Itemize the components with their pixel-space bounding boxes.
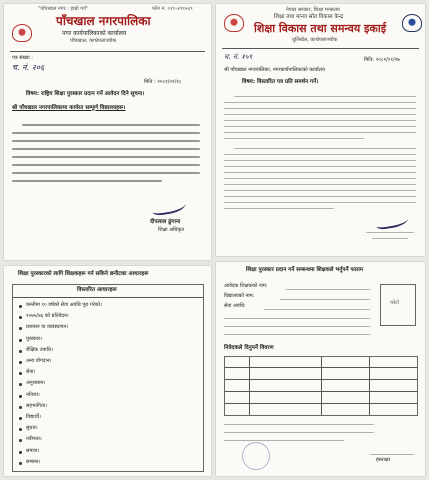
criteria-item-text: २०७५/७६ को प्रतिवेदन। [26, 313, 69, 320]
signatory-line [366, 232, 414, 233]
criteria-item [13, 413, 203, 423]
criteria-item-text: कम्तीमा १० वर्षको सेवा अवधि पूरा गरेको। [26, 302, 102, 308]
form-section-title: निवेदकले दिनुपर्ने विवरण [224, 345, 274, 351]
signature [151, 198, 187, 217]
criteria-item-text: सुधार। [26, 425, 38, 432]
office-stamp [242, 442, 270, 470]
field-teacher-name: आवेदक शिक्षकको नाम: [224, 283, 268, 289]
criteria-item [13, 301, 203, 311]
photo-label: फोटो [390, 300, 399, 306]
criteria-item [13, 368, 203, 378]
criteria-item-text: नतिजा। [26, 391, 40, 398]
criteria-item-text: सेवा। [26, 369, 36, 376]
nepal-emblem-icon [12, 24, 32, 42]
signatory-title: शिक्षा अधिकृत [158, 227, 185, 233]
signatory-title-line [372, 238, 408, 239]
field-service-period: सेवा अवधि: [224, 303, 246, 309]
bullet-icon [19, 327, 22, 330]
bullet-icon [19, 339, 22, 342]
criteria-item [13, 447, 203, 457]
bullet-icon [19, 462, 22, 465]
criteria-item [13, 335, 203, 345]
motto: "पाँचखाल नगर : हाम्रो गर्व" [38, 6, 89, 12]
letter-date: मिति : २०८१/०१/१८ [144, 79, 182, 85]
criteria-item [13, 458, 203, 468]
criteria-table [12, 284, 204, 472]
criteria-item [13, 323, 203, 333]
details-table [224, 356, 418, 416]
criteria-item [13, 357, 203, 367]
bullet-icon [19, 451, 22, 454]
criteria-item-text: शैक्षिक उपाधि। [26, 346, 53, 353]
criteria-item [13, 402, 203, 412]
bullet-icon [19, 361, 22, 364]
bullet-icon [19, 417, 22, 420]
criteria-item-text: अन्य योगदान। [26, 358, 52, 364]
addressee: श्री पाँचखाल नगरपालिकामा कार्यरत सम्पूर्ण विद्यालयहरू। [12, 105, 126, 111]
letter-date: मिति: २०८१/०१/२७ [364, 57, 400, 63]
unit-address: धुलिखेल, काभ्रेपलाञ्चोक [292, 37, 338, 43]
criteria-item-text: समाज। [26, 447, 40, 454]
letter-education-unit [216, 4, 425, 256]
signature [375, 214, 408, 230]
logo-icon [402, 14, 422, 32]
form-signature-line [370, 454, 414, 455]
criteria-item-text: पुरस्कार। [26, 335, 42, 342]
office-name: नगर कार्यपालिकाको कार्यालय [62, 30, 127, 37]
criteria-item-text: सम्बन्ध। [26, 458, 41, 465]
ministry-name: नेपाल सरकार, शिक्षा मन्त्रालय [286, 7, 340, 13]
criteria-item-text: सहभागिता। [26, 402, 47, 409]
field-school-name: विद्यालयको नाम: [224, 293, 255, 299]
criteria-item-text: नवीनता। [26, 436, 42, 443]
criteria-item-text: अनुशासन। [26, 380, 46, 387]
dispatch-number: च. नं. २०६ [12, 63, 45, 72]
form-signature-label: हस्ताक्षर [376, 457, 391, 463]
subject-line: विषय: विस्तारित पत्र प्रति समर्थन गर्ने। [242, 79, 319, 85]
page-number-label: पत्र संख्या : [12, 55, 33, 61]
office-address: पाँचखाल, काभ्रेपलाञ्चोक [70, 38, 117, 44]
criteria-item [13, 435, 203, 445]
criteria-item [13, 391, 203, 401]
form-title: शिक्षा पुरस्कार प्रदान गर्ने सम्बन्धमा शिक्षकले भर्नुपर्ने फाराम [246, 267, 364, 273]
nepal-emblem-icon [224, 14, 244, 32]
phone-number: फोन नं. ०११-४९९५४९ [152, 6, 193, 12]
criteria-title: शिक्षा पुरस्कारको लागि शिक्षकहरू गर्न सकिने छनौटका आधारहरू [18, 271, 149, 277]
bullet-icon [19, 350, 22, 353]
bullet-icon [19, 395, 22, 398]
bullet-icon [19, 372, 22, 375]
criteria-item-text: प्रशासन वा व्यवस्थापन। [26, 324, 69, 331]
signatory-name: दीपलाल ढुंगाना [150, 219, 181, 225]
bullet-icon [19, 406, 22, 409]
criteria-item [13, 346, 203, 356]
bullet-icon [19, 316, 22, 319]
header-divider [10, 51, 205, 52]
photo-box [380, 284, 416, 326]
addressee: श्री पाँचखाल नगरपालिका, नगरकार्यपालिकाको कार्यालय [224, 67, 325, 73]
criteria-item-text: विद्यार्थी। [26, 414, 41, 420]
header-divider [222, 48, 419, 49]
unit-name: शिक्षा विकास तथा समन्वय इकाई [254, 22, 387, 35]
bullet-icon [19, 383, 22, 386]
letter-panchkhal [4, 4, 211, 260]
criteria-item [13, 379, 203, 389]
subject-line: विषय: राष्ट्रिय शिक्षा पुरस्कार प्रदान गर्ने आवेदन दिने सूचना। [26, 91, 145, 97]
criteria-item [13, 312, 203, 322]
criteria-item [13, 424, 203, 434]
criteria-sheet [4, 266, 211, 476]
municipality-name: पाँचखाल नगरपालिका [56, 14, 151, 28]
dispatch-number: च. नं. १५९ [224, 53, 253, 61]
criteria-header: विस्तारित आधारहरू [77, 287, 117, 293]
bullet-icon [19, 439, 22, 442]
center-name: शिक्षा तथा मानव स्रोत विकास केन्द्र [274, 14, 344, 20]
application-form [216, 262, 425, 476]
bullet-icon [19, 428, 22, 431]
bullet-icon [19, 305, 22, 308]
